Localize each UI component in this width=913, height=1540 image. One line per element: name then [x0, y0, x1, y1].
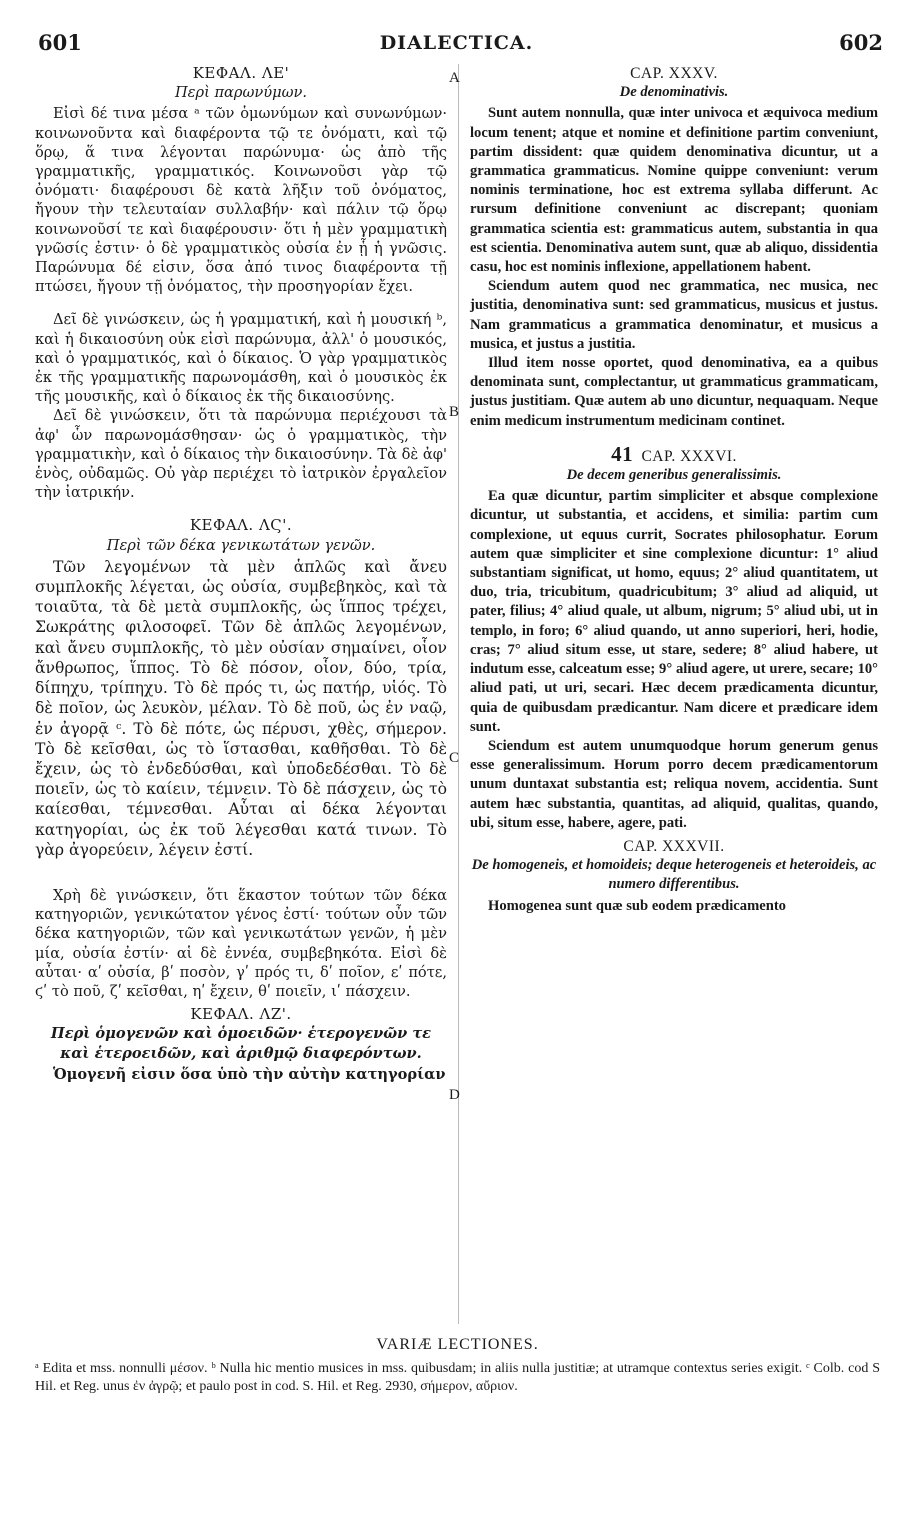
latin-paragraph: Homogenea sunt quæ sub eodem prædicamento — [488, 897, 786, 914]
margin-letter-c: C — [449, 750, 460, 766]
latin-chapter-36-subtitle: De decem generibus generalissimis. — [566, 467, 782, 484]
running-title: DIALECTICA. — [379, 32, 534, 54]
latin-column — [470, 64, 878, 916]
greek-chapter-36-heading: ΚΕΦΑΛ. ΛϚ'. — [189, 516, 293, 535]
variant-readings — [35, 1336, 880, 1396]
margin-letter-b: B — [449, 404, 460, 420]
latin-paragraph: Illud item nosse oportet, quod denominativa, ea a quibus denominata sunt, complectantur, ut grammaticus grammaticam, justus justitiam. Quæ autem ab uno dicuntur, nequaquam. Neque enim medicum instrumentum medicinam continet. — [470, 355, 878, 429]
greek-paragraph: Ὁμογενῆ εἰσιν ὅσα ὑπὸ τὴν αὐτὴν κατηγορίαν — [53, 1065, 446, 1083]
latin-paragraph: Sciendum est autem unumquodque horum generum genus esse generalissimum. Horum porro decem prædicamentorum unum duntaxat substantia est; reliqua novem, accidentia. Sunt autem hæc substantia, quantitas, ad aliquid, qualitas, quando, ubi, situm esse, habere, agere, pati. — [470, 737, 878, 831]
greek-chapter-37-heading: ΚΕΦΑΛ. ΛΖ'. — [190, 1005, 292, 1024]
latin-paragraph: Sunt autem nonnulla, quæ inter univoca et æquivoca medium locum tenent; atque et nomine et definitione partim conveniunt, partim dissident: quæ quidem denominativa dicuntur, ut a grammatica grammaticus. Nomine quippe conveniunt: verum nominis terminatione, hoc est extrema syllaba differunt. Ac rursum definitione conveniunt ac discrepant; quoniam grammatica scientia est: grammaticus autem, substantia in qua est scientia. Denominativa autem sunt, quæ ab aliquo, dissidentia casu, hoc est nominis inflexione, appellationem habent. — [470, 105, 878, 276]
latin-chapter-35-heading: CAP. XXXV. — [630, 65, 718, 82]
chapter-number: 41 — [611, 441, 634, 466]
greek-paragraph: Χρὴ δὲ γινώσκειν, ὅτι ἕκαστον τούτων τῶν δέκα κατηγοριῶν, γενικώτατον γένος ἐστί· τούτων οὖν τῶν δέκα κατηγοριῶν, τῶν καὶ γενικωτάτων γενῶν, ἡ μὲν μία, οὐσία ἐστίν· αἱ δὲ ἐννέα, συμβεβηκότα. Εἰσὶ δὲ αὗται· αʹ οὐσία, βʹ ποσὸν, γʹ πρός τι, δʹ ποῖον, εʹ πότε, ϛʹ τὸ ποῦ, ζʹ κεῖσθαι, ηʹ ἔχειν, θʹ ποιεῖν, ιʹ πάσχειν. — [35, 886, 447, 1000]
margin-letter-d: D — [449, 1087, 460, 1103]
latin-chapter-37-heading: CAP. XXXVII. — [623, 837, 725, 855]
variant-readings-text: ᵃ Edita et mss. nonnulli μέσον. ᵇ Nulla hic mentio musices in mss. quibusdam; in aliis nulla justitiæ; at utramque contextus series exigit. ᶜ Colb. cod S Hil. et Reg. unus ἐν ἀγρῷ; et paulo post in cod. S. Hil. et Reg. 2930, σήμερον, αὔριον. — [35, 1361, 880, 1394]
greek-paragraph: Δεῖ δὲ γινώσκειν, ὡς ἡ γραμματική, καὶ ἡ μουσική ᵇ, καὶ ἡ δικαιοσύνη οὐκ εἰσὶ παρώνυμα, ἀλλ' ὁ μουσικός, καὶ ὁ γραμματικός, καὶ ὁ δίκαιος. Ὁ γὰρ γραμματικὸς ἐκ τῆς γραμματικῆς παρωνομάσθη, καὶ ὁ μουσικὸς ἐκ τῆς μουσικῆς, καὶ ὁ δίκαιος ἐκ τῆς δικαιοσύνης. — [35, 311, 447, 406]
greek-chapter-35-heading: ΚΕΦΑΛ. ΛΕ' — [192, 64, 290, 82]
latin-chapter-36-title: CAP. XXXVI. — [641, 447, 737, 465]
variant-readings-title: VARIÆ LECTIONES. — [376, 1336, 539, 1353]
greek-chapter-35-subtitle: Περὶ παρωνύμων. — [174, 84, 308, 102]
greek-paragraph: Εἰσὶ δέ τινα μέσα ᵃ τῶν ὁμωνύμων καὶ συνωνύμων· κοινωνοῦντα καὶ διαφέροντα τῷ τε ὀνόματι, καὶ τῷ ὅρῳ, ἅ τινα λέγονται παρώνυμα· ὡς ἀπὸ τῆς γραμματικῆς, γραμματικός. Κοινωνοῦσι γὰρ τῷ ὀνόματι· διαφέρουσι δὲ κατὰ λῆξιν τοῦ ὀνόματος, ἤγουν τὴν τελευταίαν συλλαβήν· καὶ πάλιν τῷ ὅρῳ κοινωνοῦσί τε καὶ διαφέρουσιν· ὅτι ἡ μὲν γραμματικὴ γνῶσίς ἐστιν· ὁ δὲ γραμματικὸς οὐσία ἐν ᾗ ἡ γνῶσις. Παρώνυμα δέ εἰσιν, ὅσα ἀπό τινος διαφέροντα τῇ πτώσει, ἤγουν τῇ ὀνόματος, τὴν προσηγορίαν ἔχει. — [35, 105, 447, 296]
latin-paragraph: Sciendum autem quod nec grammatica, nec musica, nec justitia, denominativa sunt: sed grammaticus, musicus et justus. Nam grammaticus a grammatica denominatur, et musicus a musica, et justus a justitia. — [470, 278, 878, 352]
latin-paragraph: Ea quæ dicuntur, partim simpliciter et absque complexione dicuntur, ut substantia, et accidens, et similia: partim cum complexione, ut equus currit, Socrates philosophatur. Eorum autem quæ simpliciter et sine complexione dicuntur: 1° aliud substantiam significat, ut homo, equus; 2° aliud quantitatem, ut duo, tria, tricubitum, quadricubitum; 3° aliud ad aliquid, ut pater, filius; 4° aliud quale, ut album, nigrum; 5° aliud ubi, ut in templo, in foro; 6° aliud quando, ut anno superiori, heri, hodie, cras; 7° aliud situm esse, ut stare, sedere; 8° aliud habere, ut indutum esse, calceatum esse; 9° aliud agere, ut urere, secare; 10° aliud pati, ut uri, secari. Hæc decem prædicamenta dicuntur, quia de quibusdam prædicantur. Nam dicere et prædicare idem sunt. — [470, 488, 878, 735]
page-number-left: 601 — [38, 30, 82, 55]
greek-chapter-36-subtitle: Περὶ τῶν δέκα γενικωτάτων γενῶν. — [106, 536, 376, 554]
margin-letter-a: A — [449, 70, 460, 86]
page-number-right: 602 — [839, 30, 883, 55]
latin-chapter-35-subtitle: De denominativis. — [619, 84, 729, 101]
latin-chapter-36-heading — [470, 441, 878, 466]
running-head — [0, 30, 913, 60]
greek-column — [35, 64, 447, 1084]
greek-paragraph: Τῶν λεγομένων τὰ μὲν ἁπλῶς καὶ ἄνευ συμπλοκῆς λέγεται, ὡς οὐσία, συμβεβηκὸς, καὶ τὰ τοιαῦτα, τὰ δὲ μετὰ συμπλοκῆς, ὡς ἵππος τρέχει, Σωκράτης φιλοσοφεῖ. Τῶν δὲ ἁπλῶς λεγομένων, καὶ ἄνευ συμπλοκῆς, τὸ μὲν οὐσίαν σημαίνει, οἷον ἄνθρωπος, ἵππος. Τὸ δὲ πόσον, οἷον, δύο, τρία, δίπηχυ, τρίπηχυ. Τὸ δὲ πρός τι, ὡς πατήρ, υἱός. Τὸ δὲ ποῖον, ὡς λευκὸν, μέλαν. Τὸ δὲ ποῦ, ὡς ἐν ναῷ, ἐν ἀγορᾷ ᶜ. Τὸ δὲ πότε, ὡς πέρυσι, χθὲς, σήμερον. Τὸ δὲ κεῖσθαι, ὡς τὸ ἵστασθαι, καθῆσθαι. Τὸ δὲ ἔχειν, ὡς τὸ ἐνδεδύσθαι, καὶ ὑποδεδέσθαι. Τὸ δὲ ποιεῖν, ὡς τὸ καίειν, τέμνειν. Τὸ δὲ πάσχειν, ὡς τὸ καίεσθαι, τέμνεσθαι. Αὗται αἱ δέκα λέγονται κατηγορίαι, ὡς ἐκ τοῦ λέγεσθαι κατά τινων. Τὸ γὰρ ἀγορεύειν, λέγειν ἐστί. — [35, 557, 447, 859]
greek-chapter-37-subtitle: Περὶ ὁμογενῶν καὶ ὁμοειδῶν· ἑτερογενῶν τε καὶ ἑτεροειδῶν, καὶ ἀριθμῷ διαφερόντων. — [50, 1025, 432, 1062]
latin-chapter-37-subtitle: De homogeneis, et homoideis; deque heterogeneis et heteroideis, ac numero differentibus. — [471, 857, 877, 893]
greek-paragraph: Δεῖ δὲ γινώσκειν, ὅτι τὰ παρώνυμα περιέχουσι τὰ ἀφ' ὧν παρωνομάσθησαν· ὡς ὁ γραμματικὸς, τὴν γραμματικὴν, καὶ ὁ δίκαιος τὴν δικαιοσύνην. Τὰ δὲ ἀφ' ἑνὸς, οὐδαμῶς. Οὐ γὰρ περιέχει τὸ ἰατρικὸν ἐργαλεῖον τὴν ἰατρικήν. — [35, 407, 447, 502]
column-divider — [458, 64, 459, 1324]
